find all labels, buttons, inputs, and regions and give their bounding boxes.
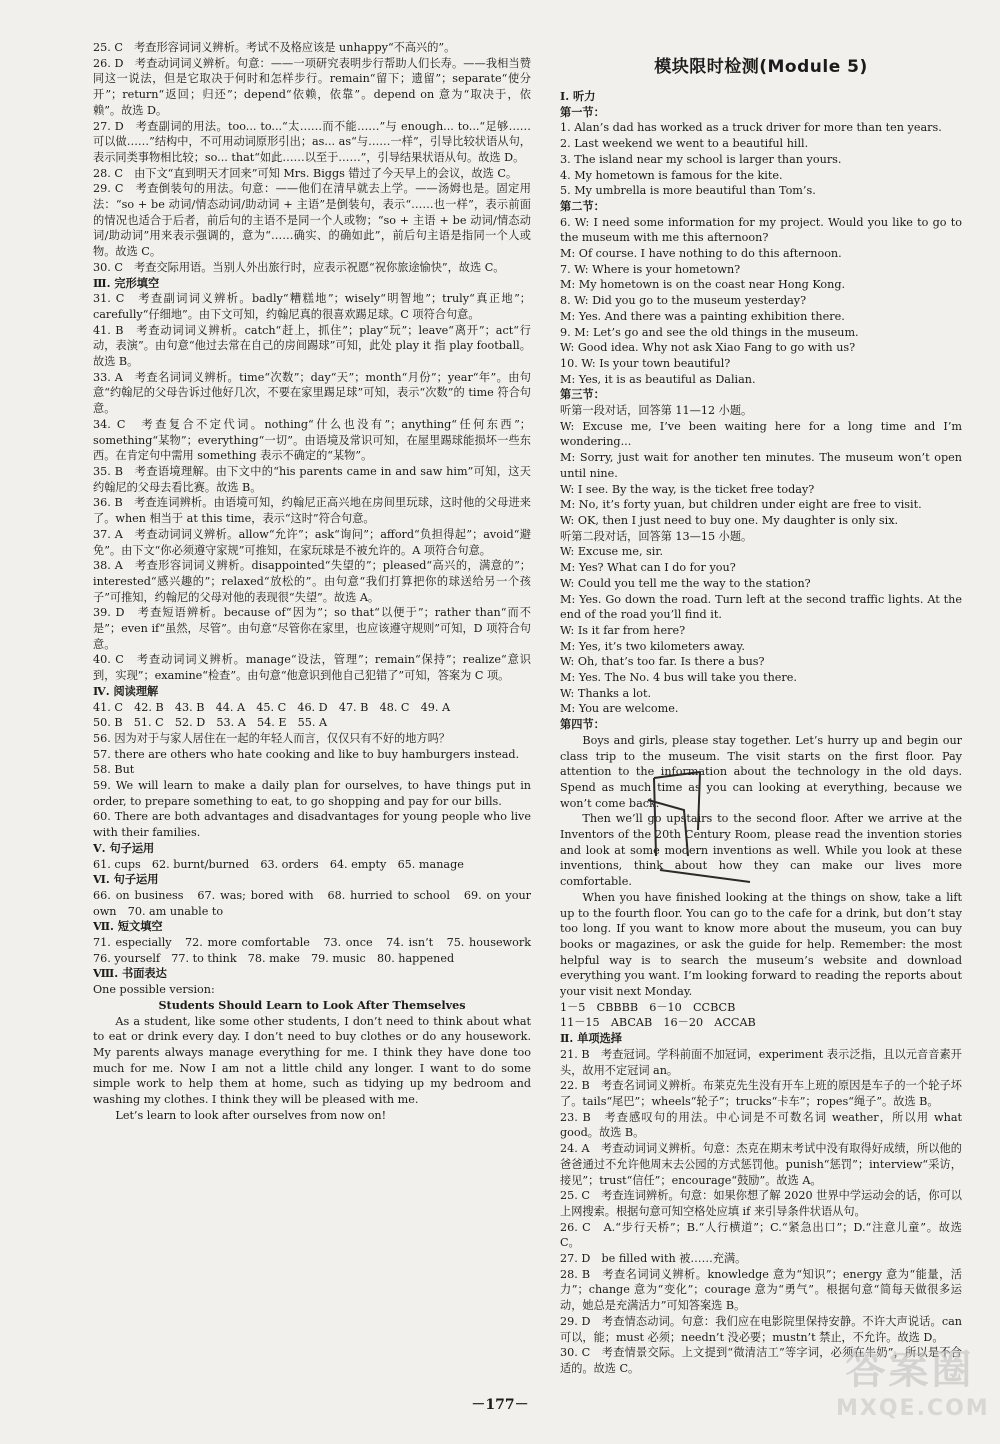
- right-line: Ⅱ. 单项选择: [560, 1031, 622, 1046]
- page-number: －177－: [471, 1397, 529, 1413]
- right-line: M: Sorry, just wait for another ten minutes. The museum won’t open until nine.: [560, 451, 962, 480]
- left-line: Ⅴ. 句子运用: [93, 840, 155, 855]
- section-title: 模块限时检测(Module 5): [654, 57, 868, 77]
- left-line: Students Should Learn to Look After Themselves: [158, 997, 466, 1012]
- right-line: M: No, it’s forty yuan, but children under eight are free to visit.: [560, 498, 922, 512]
- watermark: [836, 1346, 990, 1438]
- watermark-logo-text: 答案圈: [845, 1347, 975, 1393]
- pen-scribble: [640, 770, 770, 890]
- right-line: W: Oh, that’s too far. Is there a bus?: [560, 655, 765, 669]
- right-column: [560, 40, 962, 1377]
- right-line: M: Yes. The No. 4 bus will take you there.: [560, 671, 797, 685]
- right-line: 第四节：: [560, 717, 605, 732]
- right-line: W: OK, then I just need to buy one. My daughter is only six.: [560, 513, 899, 527]
- left-line: 41. B 考查动词词义辨析。catch“赶上，抓住”；play“玩”；leave“离开”；act“行动，表演”。由句意“他过去常在自己的房间踢球”可知，此处 play it 指 play football。故选 B。: [93, 323, 531, 369]
- left-line: 36. B 考查连词辨析。由语境可知，约翰尼正高兴地在房间里玩球，这时他的父母进来了。when 相当于 at this time，表示“这时”符合句意。: [93, 496, 531, 526]
- right-line: 3. The island near my school is larger than yours.: [560, 152, 842, 166]
- left-line: 61. cups 62. burnt/burned 63. orders 64. empty 65. manage: [93, 857, 464, 871]
- right-line: 5. My umbrella is more beautiful than Tom’s.: [560, 184, 816, 198]
- left-line: 29. C 考查倒装句的用法。句意：——他们在清早就去上学。——汤姆也是。固定用法：“so + be 动词/情态动词/助动词 + 主语”是倒装句，表示“……也一样”，表示前面的情况也适合于后者，前后句的主语不是同一个人或物；“so + 主语 + be 动词/情态动词/助动词”用来表示强调的，意为“……确实、的确如此”，前后句主语是指同一个人或物。故选 C。: [93, 182, 531, 259]
- left-line: Ⅳ. 阅读理解: [93, 683, 159, 698]
- right-line: W: Thanks a lot.: [560, 686, 652, 700]
- right-line: 21. B 考查冠词。学科前面不加冠词，experiment 表示泛指，且以元音音素开头，故用不定冠词 an。: [560, 1047, 962, 1077]
- right-line: 听第一段对话，回答第 11—12 小题。: [560, 404, 753, 418]
- right-line: 第一节：: [560, 104, 605, 119]
- right-line: 26. C A.“步行天桥”；B.“人行横道”；C.“紧急出口”；D.“注意儿童”。故选 C。: [560, 1220, 962, 1250]
- left-line: 40. C 考查动词词义辨析。manage“设法，管理”；remain“保持”；realize“意识到，实现”；examine“检查”。由句意“他意识到他自己犯错了”可知，答案为 C 项。: [93, 653, 531, 683]
- right-line: M: My hometown is on the coast near Hong Kong.: [560, 278, 846, 292]
- right-line: 第二节：: [560, 198, 605, 213]
- right-line: W: Excuse me, sir.: [560, 545, 664, 559]
- right-line: W: Excuse me, I’ve been waiting here for a long time and I’m wondering...: [560, 419, 962, 449]
- left-line: 57. there are others who hate cooking and like to buy hamburgers instead.: [93, 747, 520, 761]
- right-line: M: You are welcome.: [560, 702, 679, 716]
- left-line: One possible version:: [93, 983, 215, 997]
- right-line: 7. W: Where is your hometown?: [560, 262, 741, 276]
- right-line: 22. B 考查名词词义辨析。布莱克先生没有开车上班的原因是车子的一个轮子坏了。tails“尾巴”；wheels“轮子”；trucks“卡车”；ropes“绳子”。故选 B。: [560, 1079, 962, 1108]
- right-column-body: [560, 89, 962, 1377]
- right-line: Boys and girls, please stay together. Let’s hurry up and begin our class trip to the museum. The visit starts on the first floor. Pay attention to the information about the technology in the old days. Spend as much time as you can looking at everything, because we won’t come back.: [560, 733, 962, 810]
- right-line: 30. C 考查情景交际。上文提到“微清洁工”等字词，必须在牛奶”，所以是不合适的。故选 C。: [560, 1346, 962, 1375]
- left-line: 28. C 由下文“直到明天才回来”可知 Mrs. Biggs 错过了今天早上的会议，故选 C。: [93, 166, 518, 180]
- left-line: Ⅷ. 书面表达: [93, 966, 167, 981]
- left-line: 31. C 考查副词词义辨析。badly“糟糕地”；wisely“明智地”；truly“真正地”；carefully“仔细地”。由下文可知，约翰尼真的很喜欢踢足球。C 项符合句意。: [93, 292, 531, 321]
- left-line: 66. on business 67. was; bored with 68. hurried to school 69. on your own 70. am unable to: [93, 888, 531, 918]
- left-line: As a student, like some other students, I don’t need to think about what to eat or drink every day. I don’t need to buy clothes or do any housework. My parents always manage everything for me. I think they have done too much for me. Now I am not a little child any longer. I want to do some simple work to help them at home, such as tidying up my bedroom and washing my clothes. I think they will be pleased with me.: [93, 1014, 531, 1107]
- right-line: 8. W: Did you go to the museum yesterday?: [560, 294, 807, 308]
- left-line: 33. A 考查名词词义辨析。time“次数”；day“天”；month“月份”；year“年”。由句意“约翰尼的父母告诉过他好几次，不要在家里踢足球”可知，表示“次数”的 time 符合句意。: [93, 370, 531, 416]
- right-line: 25. C 考查连词辨析。句意：如果你想了解 2020 世界中学运动会的话，你可以上网搜索。根据句意可知空格处应填 if 来引导条件状语从句。: [560, 1189, 962, 1218]
- left-line: 59. We will learn to make a daily plan for ourselves, to have things put in order, to prepare something to eat, to go shopping and pay for our bills.: [93, 779, 531, 808]
- right-line: M: Of course. I have nothing to do this afternoon.: [560, 247, 842, 261]
- left-line: Ⅶ. 短文填空: [93, 919, 163, 934]
- watermark-url: MXQE.COM: [836, 1396, 990, 1421]
- right-line: 27. D be filled with 被……充满。: [560, 1252, 747, 1266]
- right-line: W: Good idea. Why not ask Xiao Fang to go with us?: [560, 341, 856, 355]
- left-line: Ⅲ. 完形填空: [93, 275, 160, 290]
- right-line: When you have finished looking at the things on show, take a lift up to the fourth floor. You can go to the cafe for a drink, but don’t stay too long. If you want to know more about the museum, you can buy books or magazines, or ask the guide for help. Remember: the most helpful way is to search the museum’s website and download everything you want. I’m looking forward to reading the reports about your visit next Monday.: [560, 890, 962, 999]
- right-line: 听第二段对话，回答第 13—15 小题。: [560, 529, 753, 543]
- left-line: 34. C 考查复合不定代词。nothing“什么也没有”；anything“任何东西”；something“某物”；everything“一切”。由语境及常识可知，在屋里踢球能损坏一些东西。在肯定句中需用 something 表示不确定的“某物”。: [93, 417, 531, 463]
- left-line: 38. A 考查形容词词义辨析。disappointed“失望的”；pleased“高兴的，满意的”；interested“感兴趣的”；relaxed“放松的”。由句意“我们打算把你的球送给另一个孩子”可推知，约翰尼的父母对他的表现很“失望”。故选 A。: [93, 559, 531, 604]
- left-line: 60. There are both advantages and disadvantages for young people who live with their families.: [93, 810, 531, 840]
- right-line: M: Yes, it’s two kilometers away.: [560, 639, 745, 653]
- right-line: 23. B 考查感叹句的用法。中心词是不可数名词 weather，所以用 what good。故选 B。: [560, 1110, 962, 1140]
- right-line: 1－5 CBBBB 6－10 CCBCB: [560, 1000, 736, 1014]
- left-column: [93, 40, 543, 1124]
- left-line: 26. D 考查动词词义辨析。句意：——一项研究表明步行帮助人们长寿。——我相当赞同这一说法，但是它取决于何时和怎样步行。remain“留下；遗留”；separate“使分开”；return“返回；归还”；depend“依赖，依靠”。depend on 意为“取决于，依赖”。故选 D。: [93, 56, 531, 117]
- left-line: 56. 因为对于与家人居住在一起的年轻人而言，仅仅只有不好的地方吗？: [93, 731, 450, 745]
- left-line: 41. C 42. B 43. B 44. A 45. C 46. D 47. B 48. C 49. A: [93, 700, 451, 714]
- left-line: 71. especially 72. more comfortable 73. once 74. isn’t 75. housework 76. yourself 77. to think 78. make 79. music 80. happened: [93, 936, 543, 965]
- right-line: Ⅰ. 听力: [560, 89, 596, 103]
- left-line: 50. B 51. C 52. D 53. A 54. E 55. A: [93, 716, 328, 730]
- right-line: 1. Alan’s dad has worked as a truck driver for more than ten years.: [560, 121, 942, 135]
- right-line: M: Yes. Go down the road. Turn left at the second traffic lights. At the end of the road you’ll find it.: [560, 592, 962, 622]
- right-line: M: Yes. And there was a painting exhibition there.: [560, 309, 845, 323]
- left-line: 27. D 考查副词的用法。too... to...“太……而不能……”与 enough... to...“足够……可以做……”结构中，不可用动词原形引出；as... as“与……一样”，引导比较状语从句，表示同类事物相比较；so... that“如此……以至于……”，引导结果状语从句。故选 D。: [93, 119, 531, 164]
- right-line: 24. A 考查动词词义辨析。句意：杰克在期末考试中没有取得好成绩，所以他的爸爸通过不允许他周末去公园的方式惩罚他。punish“惩罚”；interview“采访，接见”；trust“信任”；encourage“鼓励”。故选 A。: [560, 1142, 962, 1187]
- right-line: 2. Last weekend we went to a beautiful hill.: [560, 137, 809, 151]
- right-line: M: Yes? What can I do for you?: [560, 561, 736, 575]
- left-line: 39. D 考查短语辨析。because of“因为”；so that“以便于”；rather than“而不是”；even if“虽然，尽管”。由句意“尽管你在家里，也应该遵守规则”可知，D 项符合句意。: [93, 606, 531, 651]
- left-line: 25. C 考查形容词词义辨析。考试不及格应该是 unhappy“不高兴的”。: [93, 41, 456, 54]
- right-line: 28. B 考查名词词义辨析。knowledge 意为“知识”；energy 意为“能量，活力”；change 意为“变化”；courage 意为“勇气”。根据句意“简每天做很多运动，她总是充满活力”可知答案选 B。: [560, 1267, 962, 1313]
- right-line: W: Could you tell me the way to the station?: [560, 576, 811, 590]
- right-line: 11－15 ABCAB 16－20 ACCAB: [560, 1016, 756, 1030]
- left-line: 35. B 考查语境理解。由下文中的“his parents came in and saw him”可知，这天约翰尼的父母去看比赛。故选 B。: [93, 464, 531, 494]
- right-line: W: Is it far from here?: [560, 623, 686, 637]
- right-line: 第三节：: [560, 387, 605, 402]
- left-line: 30. C 考查交际用语。当别人外出旅行时，应表示祝愿“祝你旅途愉快”，故选 C。: [93, 260, 505, 274]
- right-line: W: I see. By the way, is the ticket free today?: [560, 482, 815, 496]
- right-line: M: Yes, it is as beautiful as Dalian.: [560, 372, 756, 386]
- right-line: 4. My hometown is famous for the kite.: [560, 168, 783, 182]
- right-line: 9. M: Let’s go and see the old things in the museum.: [560, 325, 859, 339]
- left-line: 37. A 考查动词词义辨析。allow“允许”；ask“询问”；afford“负担得起”；avoid“避免”。由下文“你必须遵守家规”可推知，在家玩球是不被允许的。A 项符合句意。: [93, 527, 531, 557]
- right-line: 10. W: Is your town beautiful?: [560, 356, 731, 370]
- left-line: Ⅵ. 句子运用: [93, 872, 159, 887]
- left-line: Let’s learn to look after ourselves from now on!: [115, 1108, 387, 1122]
- right-line: 6. W: I need some information for my project. Would you like to go to the museum with me this afternoon?: [560, 215, 962, 245]
- right-line: Then we’ll go upstairs to the second floor. After we arrive at the Inventors of the 20th Century Room, please read the invention stories and look at some modern inventions as well. While you look at these inventions, think about how they can make our lives more comfortable.: [560, 812, 962, 889]
- right-line: 29. D 考查情态动词。句意：我们应在电影院里保持安静。不许大声说话。can 可以，能；must 必须；needn’t 没必要；mustn’t 禁止，不允许。故选 D。: [560, 1314, 962, 1344]
- left-line: 58. But: [93, 763, 135, 777]
